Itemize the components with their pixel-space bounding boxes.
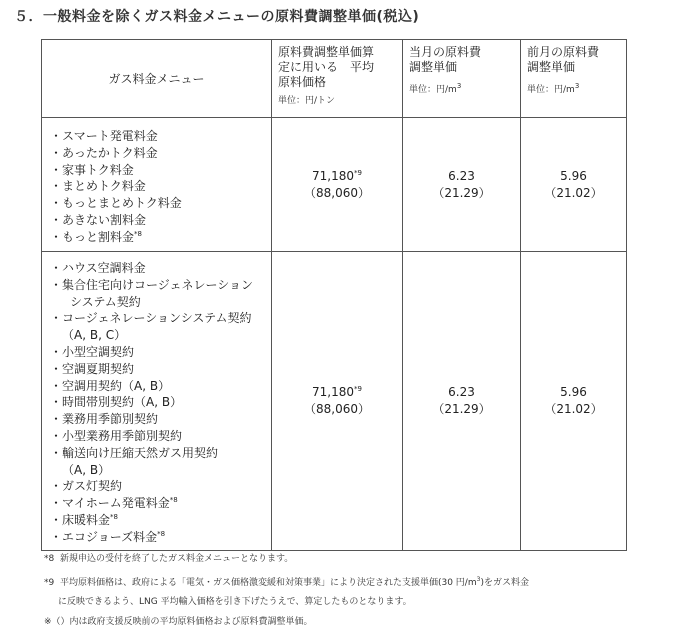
list-item: ・空調夏期契約 — [50, 361, 135, 376]
footnote-9-line2: に反映できるよう、LNG 平均輸入価格を引き下げたうえで、算定したものとなります。 — [58, 597, 412, 607]
group2-avg-price-before: （88,060） — [304, 401, 370, 416]
list-item — [50, 495, 271, 512]
list-item — [50, 512, 271, 529]
footnote-8 — [44, 550, 529, 570]
group1-previous-value: 5.96 — [560, 168, 587, 183]
list-item-continued: （A, B, C） — [62, 328, 127, 343]
footnote-text: 新規申込の受付を終了したガス料金メニューとなります。 — [59, 554, 294, 564]
footnote-text-cont: )をガス料金 — [480, 577, 529, 588]
footnote-ref: *8 — [134, 229, 142, 238]
group2-previous-value: 5.96 — [560, 384, 587, 399]
rate-table — [41, 39, 627, 551]
list-item-continued: システム契約 — [70, 294, 141, 309]
footnotes — [44, 550, 529, 632]
group2-menu-list — [42, 252, 272, 551]
footnote-text: 平均原料価格は、政府による「電気・ガス価格激変緩和対策事業」により決定された支援単価(30 円/m — [59, 577, 477, 588]
header-current-unit-sup: 3 — [456, 82, 462, 90]
header-current-unit-base: 単位：円/m — [409, 85, 457, 95]
group1-current — [403, 118, 521, 252]
list-item: ・スマート発電料金 — [50, 129, 158, 143]
list-item-label: ・エコジョーズ料金 — [50, 529, 158, 544]
footnote-ref: *8 — [110, 512, 118, 521]
list-item: ・時間帯別契約（A, B） — [50, 395, 183, 410]
header-avg-price-line1: 原料費調整単価算 — [278, 45, 375, 59]
group1-current-before: （21.29） — [432, 185, 491, 200]
header-current-unit — [409, 79, 514, 97]
list-item: ・輸送向け圧縮天然ガス用契約 — [50, 445, 219, 460]
group2-current-value: 6.23 — [448, 384, 475, 399]
group2-current — [403, 252, 521, 551]
list-item: ・もっとまとめトク料金 — [50, 196, 182, 211]
header-current-line1: 当月の原料費 — [409, 45, 482, 59]
avg-price-value: 71,180 — [312, 168, 355, 183]
group2-current-before: （21.29） — [432, 401, 491, 416]
footnote-ref: *9 — [354, 168, 362, 177]
list-item-label: ・もっと割料金 — [50, 229, 135, 244]
list-item — [50, 229, 271, 246]
avg-price-value: 71,180 — [312, 384, 355, 399]
group1-current-value: 6.23 — [448, 168, 475, 183]
list-item: ・ハウス空調料金 — [50, 261, 146, 275]
header-previous-unit — [527, 79, 620, 97]
group2-avg-price — [272, 252, 403, 551]
header-previous-unit-sup: 3 — [574, 82, 580, 90]
list-item: ・業務用季節別契約 — [50, 412, 159, 427]
footnote-paren: ※（）内は政府支援反映前の平均原料価格および原料費調整単価。 — [44, 616, 313, 627]
list-item: ・ガス灯契約 — [50, 479, 123, 494]
footnote-sup: 3 — [476, 575, 481, 583]
group1-previous — [521, 118, 627, 252]
list-item — [50, 529, 271, 546]
list-item: ・あったかトク料金 — [50, 145, 158, 160]
page-title: ５．一般料金を除くガス料金メニューの原料費調整単価(税込) — [14, 9, 420, 25]
header-menu: ガス料金メニュー — [42, 40, 272, 118]
list-item: ・あきない割料金 — [50, 212, 147, 227]
list-item: ・まとめトク料金 — [50, 179, 146, 194]
footnote-ref: *8 — [169, 496, 178, 505]
list-item: ・家事トク料金 — [50, 162, 134, 177]
header-current-month — [403, 40, 521, 118]
header-current-line2: 調整単価 — [409, 60, 458, 74]
group1-previous-before: （21.02） — [544, 185, 603, 200]
list-item: ・小型業務用季節別契約 — [50, 428, 183, 443]
group1-avg-price — [272, 118, 403, 252]
table-header-row — [42, 40, 627, 118]
group1-avg-price-before: （88,060） — [304, 185, 370, 200]
list-item: ・集合住宅向けコージェネレーション — [50, 277, 254, 292]
group1-avg-price-value — [272, 168, 402, 185]
table-row-group1 — [42, 118, 627, 252]
list-item: ・空調用契約（A, B） — [50, 378, 171, 393]
header-avg-price-line3: 原料価格 — [278, 75, 327, 89]
footnote-mark: *8 — [44, 554, 55, 564]
group2-avg-price-value — [272, 384, 402, 401]
list-item: ・小型空調契約 — [50, 344, 135, 359]
footnote-9 — [44, 570, 529, 594]
header-previous-unit-base: 単位：円/m — [527, 85, 575, 95]
footnote-ref: *9 — [354, 384, 362, 393]
table-row-group2 — [42, 252, 627, 551]
list-item-continued: （A, B） — [62, 462, 111, 477]
group2-previous-before: （21.02） — [544, 401, 603, 416]
header-avg-price-unit: 単位：円/トン — [278, 96, 336, 106]
list-item-label: ・床暖料金 — [50, 512, 111, 527]
list-item: ・コージェネレーションシステム契約 — [50, 311, 252, 326]
list-item-label: ・マイホーム発電料金 — [50, 496, 170, 511]
group1-menu-list — [42, 118, 272, 252]
header-avg-price-line2: 定に用いる 平均 — [278, 60, 375, 74]
header-previous-line1: 前月の原料費 — [527, 45, 600, 59]
header-previous-month — [521, 40, 627, 118]
header-previous-line2: 調整単価 — [527, 60, 576, 74]
header-avg-price — [272, 40, 403, 118]
group2-previous — [521, 252, 627, 551]
footnote-mark: *9 — [44, 577, 55, 588]
footnote-ref: *8 — [157, 529, 166, 538]
